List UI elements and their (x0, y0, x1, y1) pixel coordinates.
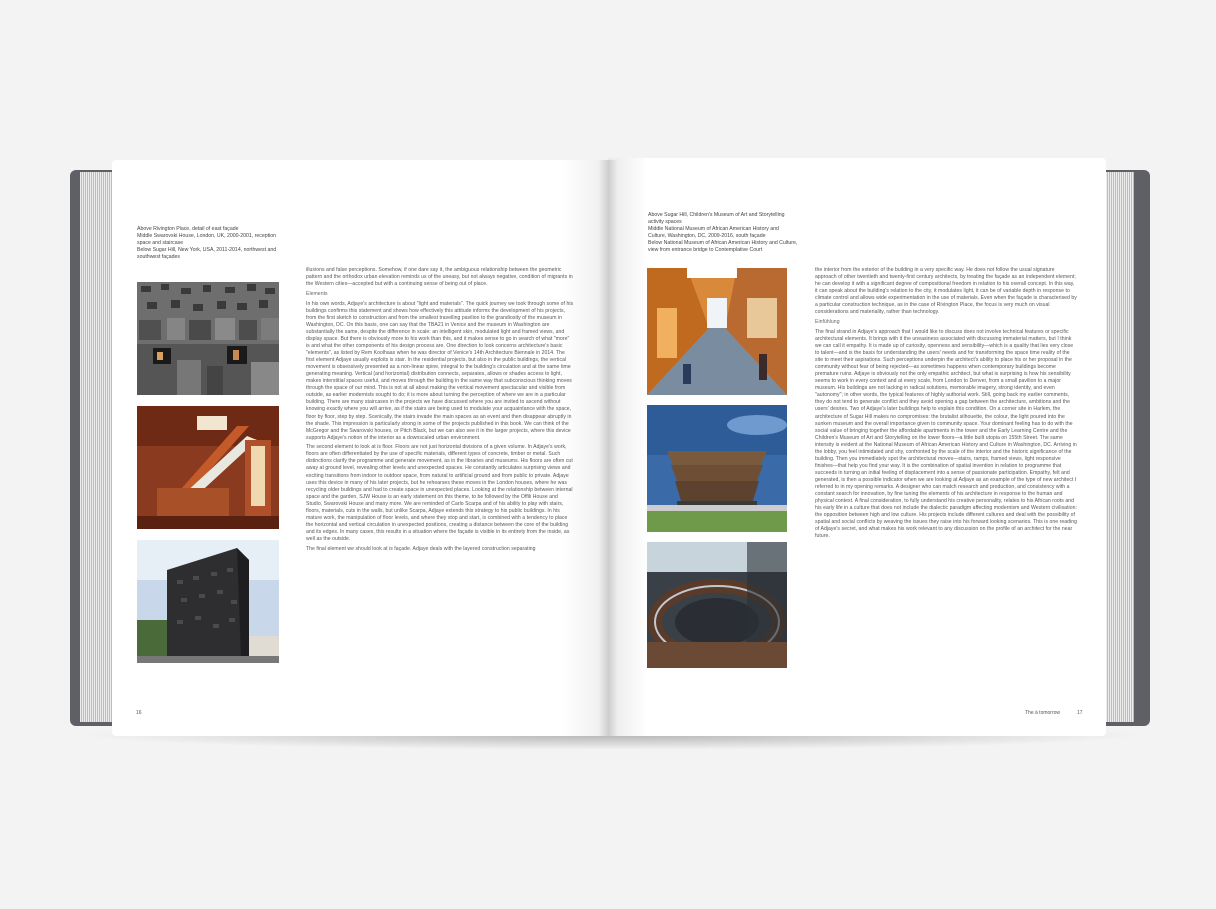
left-paragraph-4: The final element we should look at is façade. Adjaye deals with the layered construction separating (306, 545, 536, 552)
left-caption: Above Rivington Place, detail of east façade Middle Swarovski House, London, UK, 2000-2001, reception space and staircase Below Sugar Hill, New York, USA, 2011-2014, northwest and southwest façades (137, 226, 277, 260)
left-paragraph-2: In his own words, Adjaye's architecture is about "light and materials". The quick journey we took through some of his buildings confirms this statement and shows how effectively this attitude informs the development of his projects, from the first sketch to construction and from the smallest travelling pavilion to the grandiosity of the museum in Washington, DC. On this basis, one can say that the TBA21 in Venice and the museum in Washington are substantially the same, despite the difference in scale: an intelligent skin, modulated light and framed views, and display space. But there is obviously more to his work than this, and it makes sense to go in search of what "more" is and what the other components of his design process are. One direction to look concerns architecture's basic "elements", as listed by Rem Koolhaas when he was director of Venice's 14th Architecture Biennale in 2014. The first element Adjaye usually exploits is stair. In the residential projects, but also in the public buildings, the vertical movement is obsessively presented as a non-linear spine, integral to the building's circulation and at the same time generating meaning. Vertical (and horizontal) distribution connects, separates, allows or shades access to light, makes interstitial spaces useful, and moves through the building in the same way that subconscious thinking moves through the space of our mind. This is not at all about making the vertical movement spectacular and visible from outside, as earlier modernists sought to do; it is more about turning the perception of where we are in a particular building. There are many staircases in the projects we have discussed where you are invited to ascend without knowing exactly where you will arrive, as if the stairs are being used to modulate your acquaintance with the space, floor by floor, step by step. Scenically, the stairs invade the main spaces as an event and then disappear abruptly in the shade. This impression is particularly strong in some of the projects published in this book. We can think of the McGregor and the Swarovski houses, or Pitch Black, but we can also see it in the larger projects, where this device supports Adjaye's notion of the interior as a downscaled urban environment. (306, 300, 574, 441)
photo-childrens-museum (647, 268, 787, 395)
right-heading-einfuhlung: Einfühlung (815, 318, 840, 325)
book-gutter (598, 160, 618, 736)
page-stack-right (1104, 172, 1134, 722)
right-paragraph-2: The final strand in Adjaye's approach that I would like to discuss does not involve technical features or specific architectural elements. It brings with it the uneasiness associated with discussing immaterial matters, but I think we can call it empathy. It is made up of curiosity, openness and sensibility—which is a quality that lies very close to talent—and is the basis for understanding the users' needs and for transforming the space time reality of the site to meet their aspirations. Such perceptions underpin the architect's ability to place his or her proposal in the community without fear of being rejected—as sometimes happens when contemporary buildings become premature ruins. Adjaye is obviously not the only empathic architect, but what is surprising is how his sensibility seems to work in every context and at every scale, from London to Denver, from a small pavilion to a major museum. His buildings are not lacking in radical solutions, memorable imagery, strong identity, and even "autonomy"; in other words, the typical features of highly authorial work. Still, going back my earlier comments, they do not tend to generate conflict and they avoid opening a gap between the architecture, ambitions and the users' desires. Two of Adjaye's later buildings help to explain this condition. On a corner site in Harlem, the architecture of Sugar Hill makes no compromises: the brutalist silhouette, the colour, the light poured into the sunken museum and the overall importance given to community space. Your dominant feeling has to do with the social value of bringing together the affordable apartments in the tower and the Early Learning Centre and the Children's Museum of Art and Storytelling on the lower floors—a little built utopia on 155th Street. The same intensity is evident at the National Museum of African American History and Culture in Washington, DC. Arriving in the lobby, you feel intimidated and shy, confronted by the scale of the interior and the historic significance of the building. Then you immediately spot the architectural moves—stairs, ramps, framed views, light responsive finishes—that help you find your way. It is the combination of spatial invention in relation to programme that succeeds in turning an initial feeling of displacement into a sense of passionate participation. Empathy, felt and generated, is then a possible indicator when we are looking at Adjaye as an example of the type of new architect I referred to in my opening remarks. A designer who can match research and production, and consistency with a constant search for innovation, by fine tuning the elements of his architecture in response to the human and physical context. A final consideration, to fully understand his creative personality, relates to his African roots and his early life in a culture that does not include the dialectic paradigm affecting modernism and Western civilisation: the opposition between high and low culture. His projects include different cultures and deal with the possibility of spatial and social conflicts by weaving the issues they raise into his forward looking scenarios. This is one reading of Adjaye's secret, and what makes his work relevant to any discussion on the profile of an architect for the near future. (815, 328, 1077, 540)
left-heading-elements: Elements (306, 290, 328, 297)
left-folio: 16 (136, 710, 142, 716)
photo-sugar-hill-exterior (137, 540, 279, 663)
photo-rivington-facade (137, 282, 279, 395)
left-text-column (306, 267, 574, 555)
left-paragraph-1: illusions and false perceptions. Somehow, if one dare say it, the ambiguous relationship between the geometric pattern and the orthodox urban elevation reminds us of the uneasy, but not always negative, condition of migrants in the Western cities—accepted but with a continuing sense of being out of place. (306, 267, 573, 288)
right-paragraph-1: the interior from the exterior of the building in a very specific way. He does not follow the usual signature approach of other twentieth and twenty-first century architects, by treating the façade as an independent element; he can develop it with a significant degree of compositional freedom in relation to his overall concept. In this way, it can speak about the building's relation to the city, it modulates light, it can be of variable depth in response to climate control and allows wide experimentation in the use of materials. Even when the façade is characterised by a particular construction technique, as in the case of Rivington Place, the focus is very much on visual considerations and materiality, rather than technology. (815, 267, 1077, 316)
photo-swarovski-staircase (137, 406, 279, 529)
right-caption: Above Sugar Hill, Children's Museum of Art and Storytelling activity spaces Middle National Museum of African American History and Culture, Washington, DC, 2009-2016, south façade Below National Museum of African American History and Culture, view from entrance bridge to Contemplative Court (648, 212, 798, 253)
right-folio: 17 (1077, 710, 1083, 716)
right-text-column (815, 267, 1077, 543)
photo-nmaahc-interior-stair (647, 542, 787, 668)
photo-nmaahc-south-facade (647, 405, 787, 532)
left-paragraph-3: The second element to look at is floor. Floors are not just horizontal divisions of a given volume. In Adjaye's work, floors are often differentiated by the use of specific materials, different types of concrete, timber or metal. Such distinctions clarify the programme and generate movement, as in the libraries and museums. His floors are often cut away at ground level, revealing other levels and unexpected spaces. He constantly articulates surprising views and exciting transitions from indoor to outdoor space, from natural to artificial ground and from public to private. Adjaye uses this device in many of his later projects, but he rehearses these moves in the London houses, where he was recycling older buildings and had to create space in unexpected places. Looking at the relationship between internal space and the garden, SJW House is an early statement on this theme, to be followed by the Offili House and Studio, Swarovski House and many more. We are reminded of Carlo Scarpa and of his ability to play with stairs, floors, materials, cuts in the walls, but unlike Scarpa, Adjaye extends this strategy to his public buildings. In his mature work, the manipulation of floor levels, and where they stop and start, is combined with a tendency to place the horizontal and vertical circulation in unexpected positions, creating a distance between the core of the building and its edges. In many cases, this results in a situation where the façade is visible in its entirety from the inside, as well as the outside. (306, 444, 573, 542)
right-running-head: The à tomorrow (1025, 710, 1061, 716)
page-stack-left (80, 172, 114, 722)
